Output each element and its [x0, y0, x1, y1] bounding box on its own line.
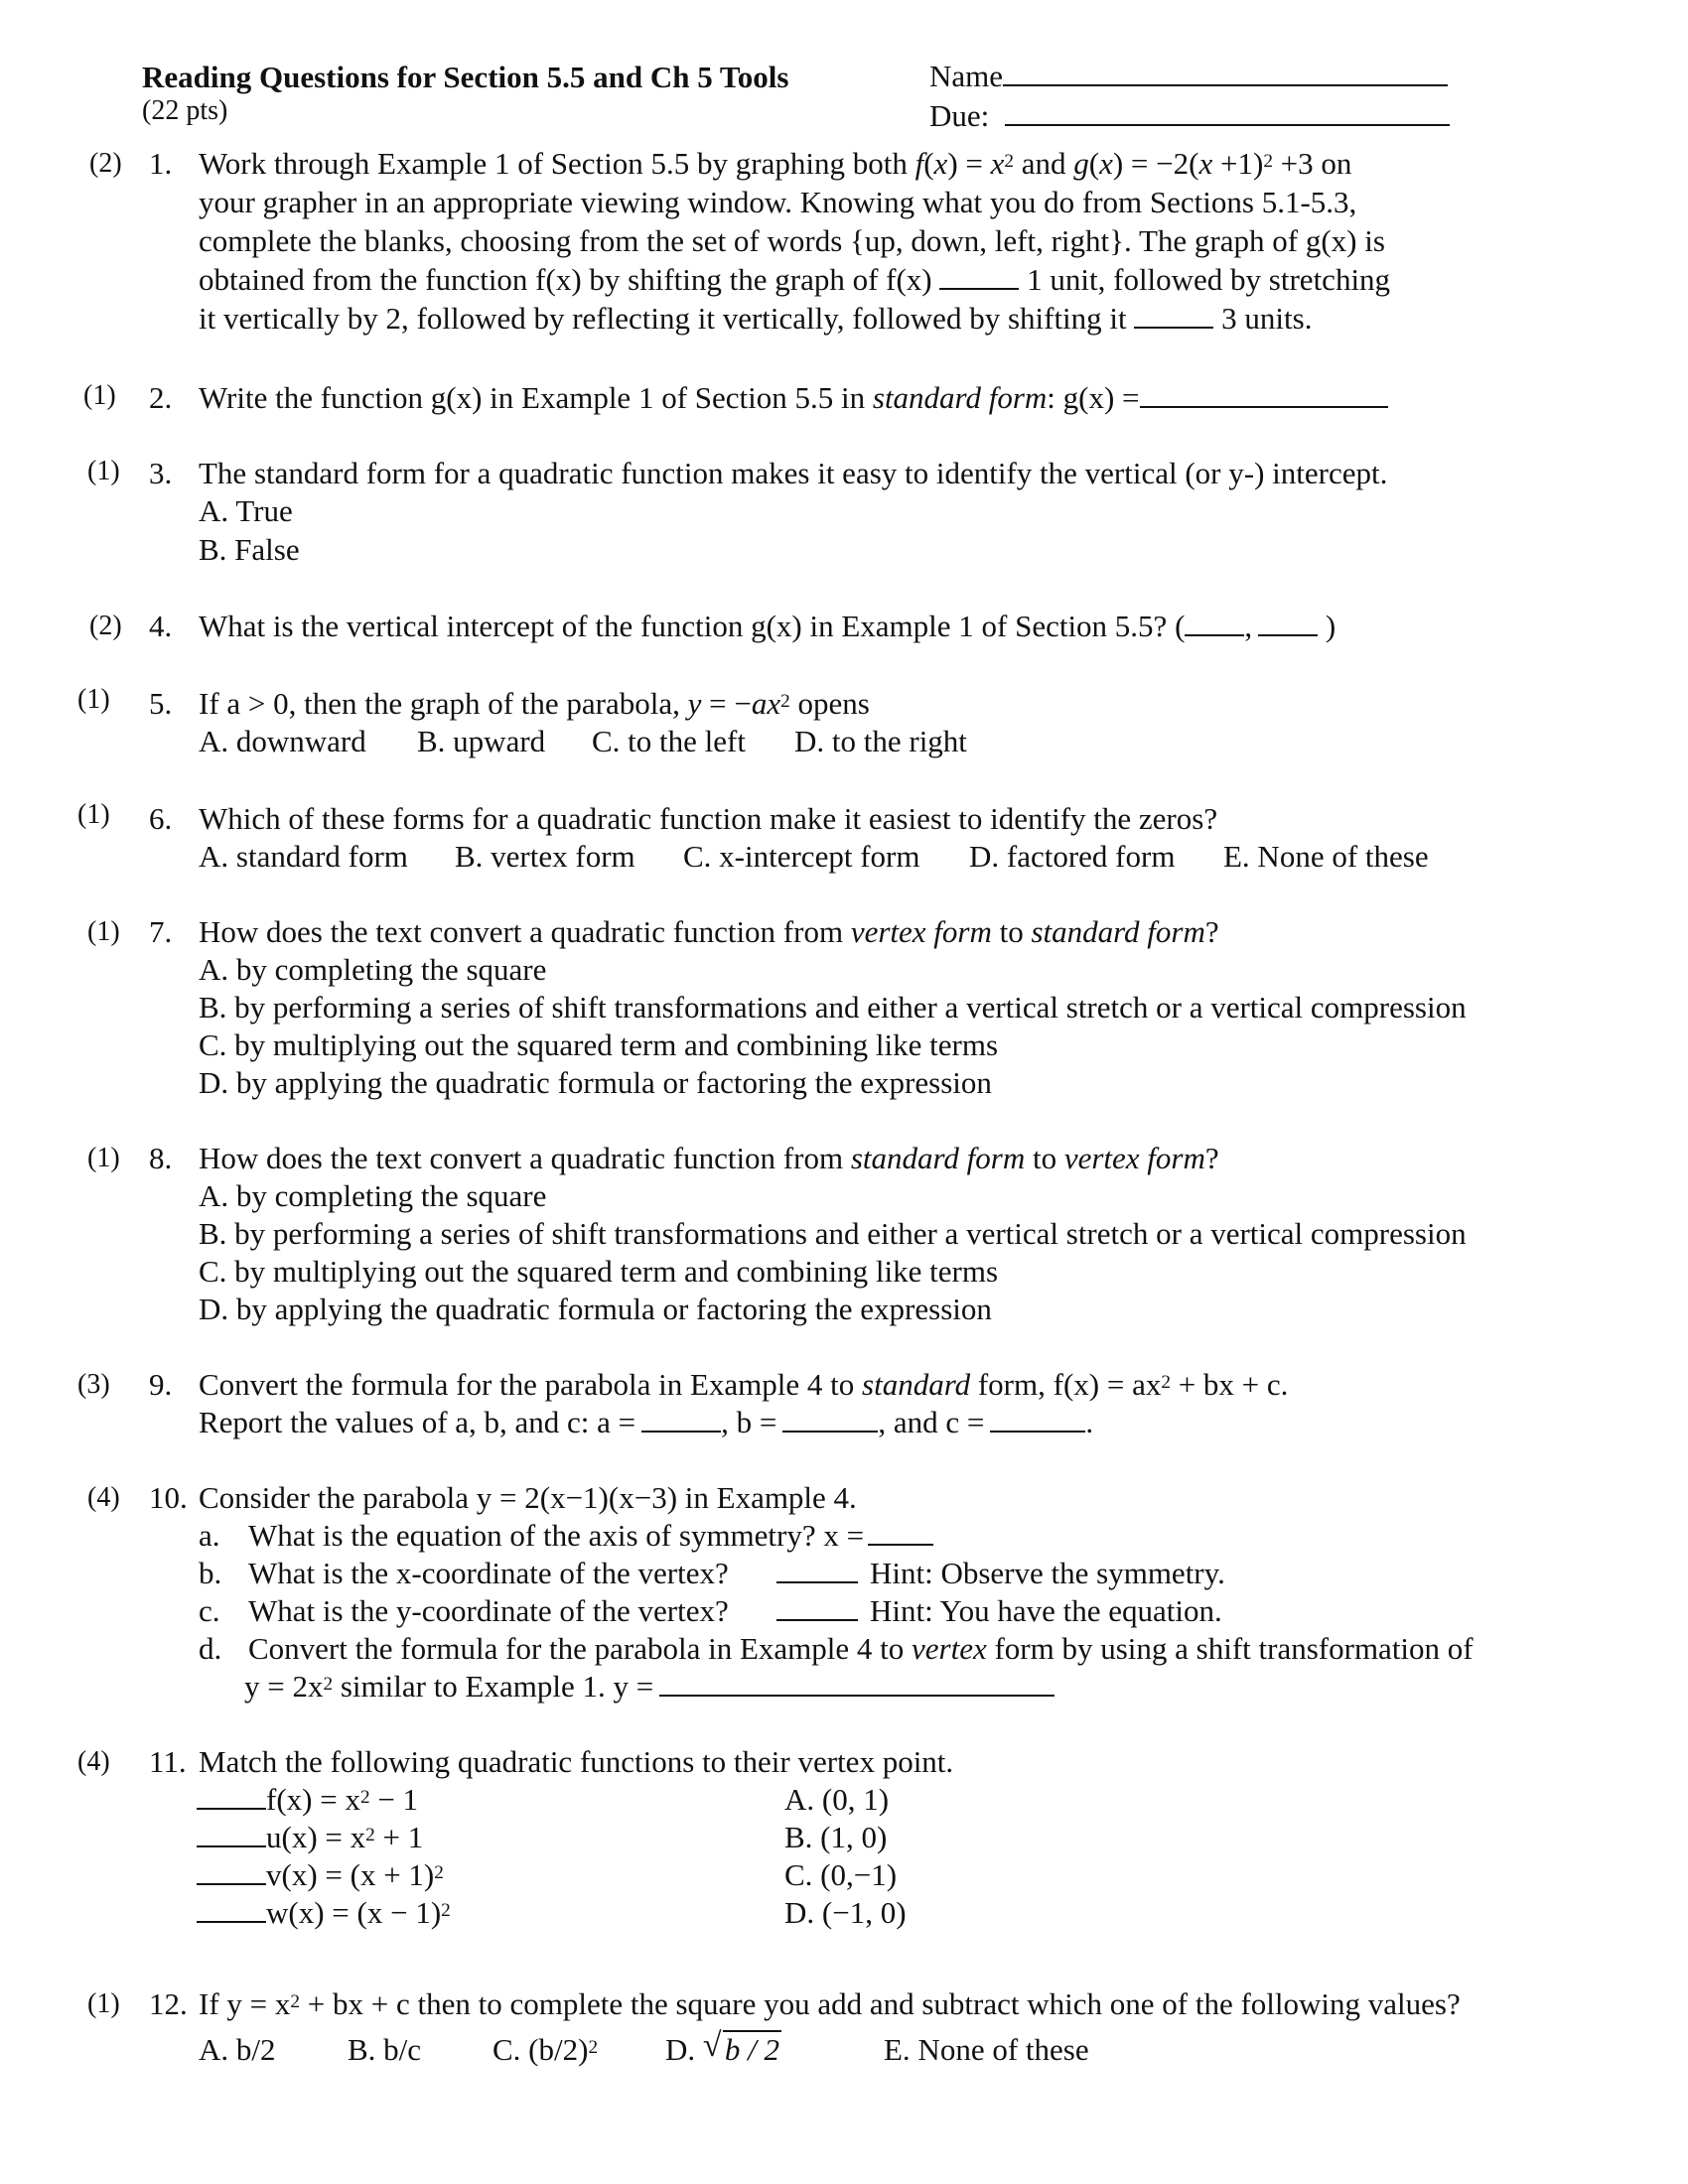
q10-b-hint: Hint: Observe the symmetry.	[870, 1556, 1225, 1590]
q9-blank-a[interactable]	[641, 1405, 721, 1433]
q4-blank-x[interactable]	[1185, 609, 1244, 636]
name-label: Name	[929, 59, 1004, 93]
q1-line2: your grapher in an appropriate viewing window. Knowing what you do from Sections 5.1-5.3,	[199, 185, 1357, 219]
q10-d-text: Convert the formula for the parabola in Example 4 to vertex form by using a shift transformation of	[248, 1631, 1474, 1666]
q1-points: (2)	[89, 148, 122, 179]
q11-choice-b: B. (1, 0)	[784, 1820, 888, 1854]
q4-points: (2)	[89, 611, 122, 641]
name-blank[interactable]	[1003, 59, 1448, 86]
q11-text: Match the following quadratic functions to their vertex point.	[199, 1744, 954, 1779]
q11-blank-2[interactable]	[197, 1820, 266, 1847]
total-points: (22 pts)	[142, 95, 228, 126]
q7-option-d[interactable]: D. by applying the quadratic formula or factoring the expression	[199, 1065, 992, 1100]
q10-c-text: What is the y-coordinate of the vertex?	[248, 1593, 729, 1628]
q7-number: 7.	[149, 914, 173, 949]
q7-points: (1)	[87, 916, 120, 947]
q10-a-blank[interactable]	[868, 1518, 933, 1546]
due-label: Due:	[929, 98, 990, 133]
q6-option-c[interactable]: C. x-intercept form	[683, 839, 920, 874]
q10-b-label: b.	[199, 1556, 222, 1590]
q11-match-row-2: $u(x) = x^2 + 1$	[197, 1819, 423, 1856]
q9-line1: Convert the formula for the parabola in Example 4 to standard form, $f(x) = ax^2$ + bx + c.	[199, 1367, 1289, 1402]
q7-option-b[interactable]: B. by performing a series of shift transformations and either a vertical stretch or a vertical compression	[199, 990, 1467, 1024]
q10-b-blank[interactable]	[776, 1555, 858, 1592]
q9-blank-c[interactable]	[990, 1405, 1085, 1433]
q11-blank-3[interactable]	[197, 1857, 266, 1885]
q12-option-a[interactable]: A. b/2	[199, 2032, 276, 2067]
q8-number: 8.	[149, 1141, 173, 1175]
q10-b-text: What is the x-coordinate of the vertex?	[248, 1556, 729, 1590]
q11-points: (4)	[77, 1746, 110, 1777]
q12-option-d[interactable]: D. √ b / 2	[665, 2027, 780, 2067]
q6-text: Which of these forms for a quadratic function make it easiest to identify the zeros?	[199, 801, 1218, 836]
q10-c-hint: Hint: You have the equation.	[870, 1593, 1222, 1628]
q10-a-text: What is the equation of the axis of symmetry? x =	[248, 1517, 933, 1555]
q11-match-row-3: $v(x) = (x + 1)^2$	[197, 1856, 444, 1894]
q10-number: 10.	[149, 1480, 188, 1515]
q12-text: If $y = x^2$ + bx + c then to complete the square you add and subtract which one of the following values?	[199, 1986, 1461, 2021]
q12-number: 12.	[149, 1986, 188, 2021]
q6-number: 6.	[149, 801, 173, 836]
q3-option-b[interactable]: B. False	[199, 532, 300, 567]
q11-number: 11.	[149, 1744, 187, 1779]
q10-c-blank[interactable]	[776, 1592, 858, 1630]
q5-option-c[interactable]: C. to the left	[592, 724, 746, 758]
q7-option-a[interactable]: A. by completing the square	[199, 952, 547, 987]
q5-points: (1)	[77, 684, 110, 715]
q3-option-a[interactable]: A. True	[199, 493, 293, 528]
q5-option-d[interactable]: D. to the right	[794, 724, 967, 758]
q10-a-label: a.	[199, 1518, 220, 1553]
q8-option-c[interactable]: C. by multiplying out the squared term and combining like terms	[199, 1254, 999, 1289]
q1-number: 1.	[149, 146, 173, 181]
q11-blank-1[interactable]	[197, 1782, 266, 1810]
q9-line2: Report the values of a, b, and c: a = , b = , and c = .	[199, 1405, 1094, 1439]
q5-option-a[interactable]: A. downward	[199, 724, 366, 758]
q10-c-label: c.	[199, 1593, 220, 1628]
q5-number: 5.	[149, 686, 173, 721]
q1-line4: obtained from the function f(x) by shifting the graph of f(x) 1 unit, followed by stretching	[199, 262, 1391, 297]
name-field[interactable]	[929, 58, 1448, 95]
q6-option-a[interactable]: A. standard form	[199, 839, 408, 874]
q7-option-c[interactable]: C. by multiplying out the squared term and combining like terms	[199, 1027, 999, 1062]
q1-line3: complete the blanks, choosing from the set of words {up, down, left, right}. The graph of g(x) is	[199, 223, 1385, 258]
q5-text: If a > 0, then the graph of the parabola, $y = -ax^2$ opens	[199, 686, 870, 721]
q10-points: (4)	[87, 1482, 120, 1513]
q8-option-a[interactable]: A. by completing the square	[199, 1178, 547, 1213]
q10-text: Consider the parabola y = 2(x−1)(x−3) in Example 4.	[199, 1480, 857, 1515]
q7-text: How does the text convert a quadratic function from vertex form to standard form?	[199, 914, 1219, 949]
due-blank[interactable]	[1005, 98, 1450, 126]
q11-choice-a: A. (0, 1)	[784, 1782, 890, 1817]
q12-option-b[interactable]: B. b/c	[348, 2032, 422, 2067]
worksheet-title: Reading Questions for Section 5.5 and Ch 5 Tools	[142, 60, 789, 94]
q2-answer-blank[interactable]	[1140, 380, 1388, 408]
square-root-icon: √ b / 2	[702, 2027, 780, 2067]
q6-points: (1)	[77, 799, 110, 830]
q9-number: 9.	[149, 1367, 173, 1402]
q8-option-b[interactable]: B. by performing a series of shift transformations and either a vertical stretch or a vertical compression	[199, 1216, 1467, 1251]
q1-blank-direction-2[interactable]	[1134, 301, 1213, 329]
q9-blank-b[interactable]	[782, 1405, 878, 1433]
q11-blank-4[interactable]	[197, 1895, 266, 1923]
due-field[interactable]	[929, 97, 1450, 135]
q2-number: 2.	[149, 380, 173, 415]
q12-option-e[interactable]: E. None of these	[884, 2032, 1089, 2067]
q6-option-b[interactable]: B. vertex form	[455, 839, 635, 874]
q12-points: (1)	[87, 1988, 120, 2019]
q10-d-label: d.	[199, 1631, 222, 1666]
q6-option-d[interactable]: D. factored form	[969, 839, 1176, 874]
q10-d-blank[interactable]	[659, 1669, 1055, 1697]
q3-points: (1)	[87, 456, 120, 486]
q5-option-b[interactable]: B. upward	[417, 724, 546, 758]
q1-line1: Work through Example 1 of Section 5.5 by graphing both $f(x) = x^2$ and $g(x) = -2(x +1)^2 +3$ on	[199, 146, 1352, 181]
q4-blank-y[interactable]	[1258, 609, 1318, 636]
q11-choice-c: C. (0,−1)	[784, 1857, 898, 1892]
q8-points: (1)	[87, 1143, 120, 1173]
q8-option-d[interactable]: D. by applying the quadratic formula or factoring the expression	[199, 1292, 992, 1326]
q2-text: Write the function g(x) in Example 1 of Section 5.5 in standard form: g(x) =	[199, 379, 1388, 417]
q1-blank-direction-1[interactable]	[939, 262, 1019, 290]
q4-number: 4.	[149, 609, 173, 643]
q10-d-line2: $y = 2x^2$ similar to Example 1. y =	[244, 1668, 1055, 1706]
q3-number: 3.	[149, 456, 173, 490]
q3-text: The standard form for a quadratic function makes it easy to identify the vertical (or y-) intercept.	[199, 456, 1388, 490]
q11-match-row-4: $w(x) = (x - 1)^2$	[197, 1894, 451, 1932]
q2-points: (1)	[83, 380, 116, 411]
q11-match-row-1: $f(x) = x^2 - 1$	[197, 1781, 418, 1819]
q11-choice-d: D. (−1, 0)	[784, 1895, 907, 1930]
q8-text: How does the text convert a quadratic function from standard form to vertex form?	[199, 1141, 1219, 1175]
q4-text: What is the vertical intercept of the function g(x) in Example 1 of Section 5.5? ( , )	[199, 609, 1336, 643]
q12-option-c[interactable]: C. $(b/2)^2$	[492, 2032, 599, 2067]
q6-option-e[interactable]: E. None of these	[1223, 839, 1429, 874]
q9-points: (3)	[77, 1369, 110, 1400]
q1-line5: it vertically by 2, followed by reflecting it vertically, followed by shifting it 3 units.	[199, 301, 1313, 336]
